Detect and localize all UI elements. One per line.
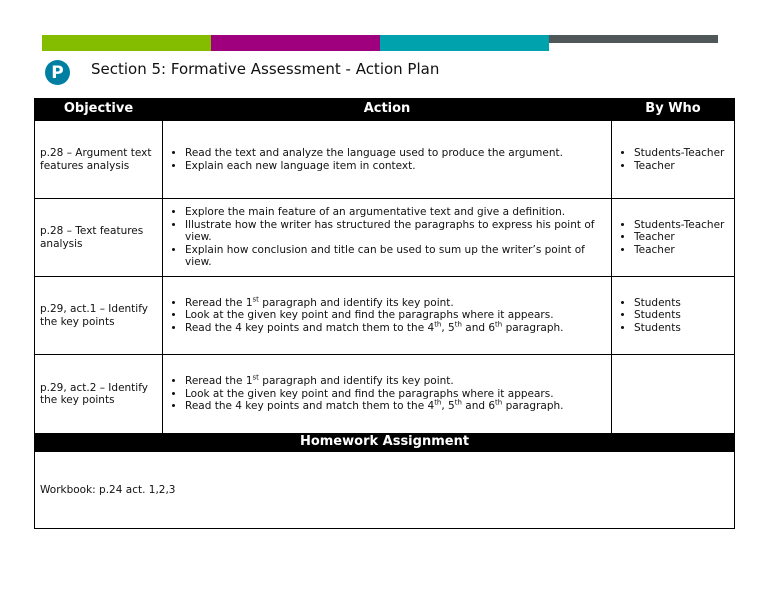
by-who-cell: [612, 277, 735, 355]
list-item: • Teacher: [634, 160, 729, 173]
logo-letter: P: [51, 62, 64, 83]
homework-text: Workbook: p.24 act. 1,2,3: [35, 452, 735, 529]
list-item: • Read the 4 key points and match them to the 4th, 5th and 6th paragraph.: [185, 400, 606, 413]
list-item: • Look at the given key point and find the paragraphs where it appears.: [185, 388, 606, 401]
homework-heading: Homework Assignment: [35, 434, 735, 452]
objective-cell: p.29, act.1 – Identify the key points: [35, 277, 163, 355]
action-cell: [163, 121, 612, 199]
list-item: • Illustrate how the writer has structured the paragraphs to express his point of view.: [185, 219, 606, 244]
list-item: • Teacher: [634, 244, 729, 257]
color-bar-magenta: [211, 35, 380, 51]
list-item: • Read the text and analyze the language used to produce the argument.: [185, 147, 606, 160]
list-item: • Explore the main feature of an argumentative text and give a definition.: [185, 206, 606, 219]
homework-header-row: [35, 434, 735, 452]
list-item: • Explain how conclusion and title can be used to sum up the writer’s point of view.: [185, 244, 606, 269]
table-row: [35, 355, 735, 434]
objective-cell: p.29, act.2 – Identify the key points: [35, 355, 163, 434]
by-who-list: [617, 147, 729, 172]
by-who-cell: [612, 121, 735, 199]
list-item: • Students: [634, 322, 729, 335]
action-cell: [163, 355, 612, 434]
table-row: [35, 121, 735, 199]
list-item: • Reread the 1st paragraph and identify its key point.: [185, 297, 606, 310]
header-by-who: By Who: [612, 99, 735, 121]
table-header-row: [35, 99, 735, 121]
homework-row: [35, 452, 735, 529]
action-list: [168, 375, 606, 413]
action-list: [168, 147, 606, 172]
list-item: • Students-Teacher: [634, 219, 729, 232]
by-who-cell: [612, 355, 735, 434]
action-cell: [163, 199, 612, 277]
action-plan-table: [34, 98, 735, 529]
list-item: • Students: [634, 309, 729, 322]
color-bar-green: [42, 35, 211, 51]
action-list: [168, 297, 606, 335]
color-bar-teal: [380, 35, 549, 51]
objective-cell: p.28 – Text features analysis: [35, 199, 163, 277]
page-title: Section 5: Formative Assessment - Action Plan: [91, 60, 440, 78]
color-bar-gray: [549, 35, 718, 43]
list-item: • Teacher: [634, 231, 729, 244]
list-item: • Explain each new language item in context.: [185, 160, 606, 173]
header-objective: Objective: [35, 99, 163, 121]
brand-color-bar: [42, 35, 718, 51]
table-row: [35, 199, 735, 277]
list-item: • Students-Teacher: [634, 147, 729, 160]
by-who-cell: [612, 199, 735, 277]
by-who-list: [617, 219, 729, 257]
list-item: • Reread the 1st paragraph and identify its key point.: [185, 375, 606, 388]
objective-cell: p.28 – Argument text features analysis: [35, 121, 163, 199]
list-item: • Look at the given key point and find the paragraphs where it appears.: [185, 309, 606, 322]
by-who-list: [617, 297, 729, 335]
table-row: [35, 277, 735, 355]
header-action: Action: [163, 99, 612, 121]
action-cell: [163, 277, 612, 355]
list-item: • Students: [634, 297, 729, 310]
action-list: [168, 206, 606, 269]
list-item: • Read the 4 key points and match them to the 4th, 5th and 6th paragraph.: [185, 322, 606, 335]
pearson-logo-icon: [45, 60, 70, 85]
